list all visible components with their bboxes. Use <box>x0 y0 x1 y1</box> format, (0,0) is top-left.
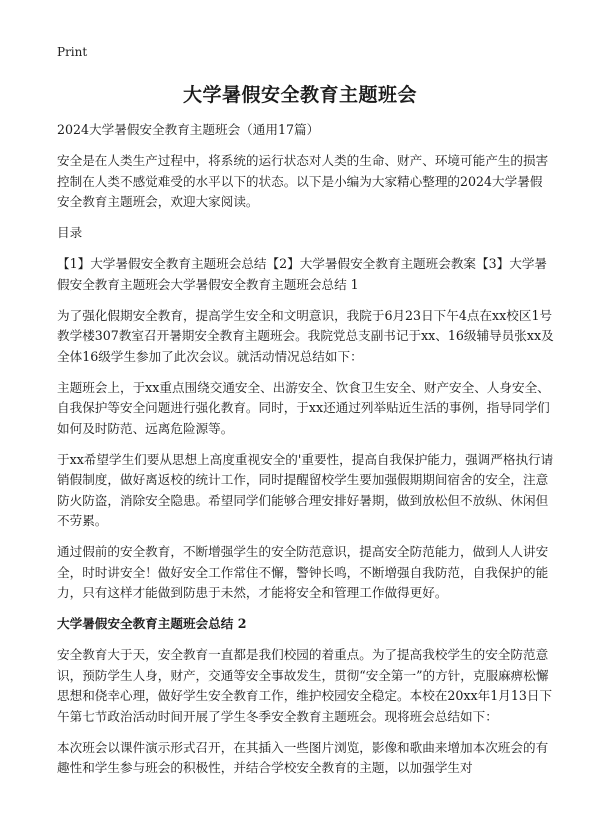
print-link[interactable]: Print <box>57 45 88 59</box>
paragraph: 安全教育大于天，安全教育一直都是我们校园的着重点。为了提高我校学生的安全防范意识，预防学生人身，财产，交通等安全事故发生，贯彻“安全第一”的方针，克服麻痹松懈思想和侥幸心理，做好学生安全教育工作，维护校园安全稳定。本校在20xx年1月13日下午第七节政治活动时间开展了学生冬季安全教育主题班会。现将班会总结如下： <box>57 647 553 724</box>
document-body <box>57 120 554 789</box>
subtitle: 2024大学暑假安全教育主题班会（通用17篇） <box>57 122 320 137</box>
paragraph: 通过假前的安全教育，不断增强学生的安全防范意识，提高安全防范能力，做到人人讲安全，时时讲安全！做好安全工作常住不懈，警钟长鸣，不断增强自我防范，自我保护的能力，只有这样才能做到防患于未然，才能将安全和管理工作做得更好。 <box>57 544 549 600</box>
toc-label: 目录 <box>57 225 83 240</box>
paragraph: 主题班会上，于xx重点围绕交通安全、出游安全、饮食卫生安全、财产安全、人身安全、自我保护等安全问题进行强化教育。同时，于xx还通过列举贴近生活的事例，指导同学们如何及时防范、远离危险源等。 <box>57 379 550 436</box>
paragraph: 为了强化假期安全教育，提高学生安全和文明意识，我院于6月23日下午4点在xx校区1号教学楼307教室召开暑期安全教育主题班会。我院党总支副书记于xx、16级辅导员张xx及全体16级学生参加了此次会议。就活动情况总结如下： <box>57 307 554 364</box>
section-heading: 大学暑假安全教育主题班会总结 2 <box>57 616 247 631</box>
paragraph: 本次班会以课件演示形式召开，在其插入一些图片浏览，影像和歌曲来增加本次班会的有趣性和学生参与班会的积极性，并结合学校安全教育的主题，以加强学生对 <box>57 739 549 775</box>
page-title: 大学暑假安全教育主题班会 <box>182 84 417 106</box>
toc-links[interactable]: 【1】大学暑假安全教育主题班会总结【2】大学暑假安全教育主题班会教案【3】大学暑假安全教育主题班会大学暑假安全教育主题班会总结 1 <box>57 256 548 292</box>
paragraph: 于xx希望学生们要从思想上高度重视安全的'重要性，提高自我保护能力，强调严格执行请销假制度，做好离返校的统计工作，同时提醒留校学生要加强假期期间宿舍的安全，注意防火防盗，消除安全隐患。希望同学们能够合理安排好暑期，做到放松但不放纵、休闲但不劳累。 <box>57 451 554 528</box>
intro-paragraph: 安全是在人类生产过程中，将系统的运行状态对人类的生命、财产、环境可能产生的损害控制在人类不感觉难受的水平以下的状态。以下是小编为大家精心整理的2024大学暑假安全教育主题班会，欢迎大家阅读。 <box>57 153 549 209</box>
